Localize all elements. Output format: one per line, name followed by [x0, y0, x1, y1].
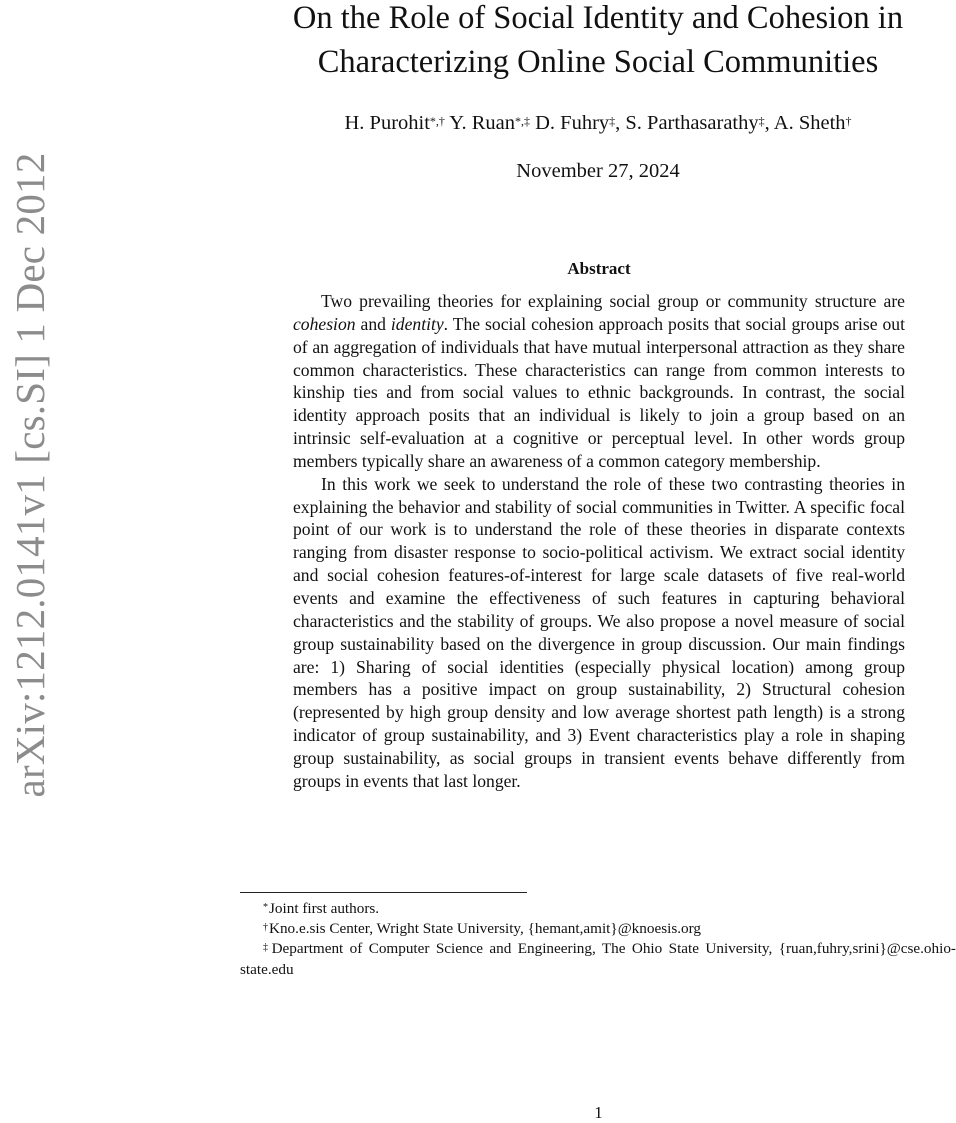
author-affiliation-mark: *,†: [429, 114, 445, 128]
page-number: 1: [594, 1103, 603, 1122]
author-affiliation-mark: *,‡: [514, 114, 530, 128]
footnote: [240, 899, 956, 919]
title-line-1: On the Role of Social Identity and Cohesion in: [292, 0, 904, 36]
author-affiliation-mark: †: [845, 114, 852, 128]
author-name: A. Sheth: [773, 112, 846, 134]
footnote-mark: ‡: [263, 942, 271, 954]
abstract-text: Two prevailing theories for explaining social group or community structure are: [321, 291, 905, 311]
footnote-mark: †: [263, 922, 268, 934]
paper-date: November 27, 2024: [516, 160, 680, 182]
arxiv-identifier: arXiv:1212.0141v1 [cs.SI] 1 Dec 2012: [7, 152, 53, 798]
footnote-text: Department of Computer Science and Engineering, The Ohio State University, {ruan,fuhry,srini}@cse.ohio-state.edu: [240, 940, 956, 978]
author-affiliation-mark: ‡: [609, 114, 616, 128]
footnote-mark: *: [263, 902, 268, 913]
author-name: S. Parthasarathy: [625, 112, 759, 134]
abstract-paragraph-2: In this work we seek to understand the role of these two contrasting theories in explaining the behavior and stability of social communities in Twitter. A specific focal point of our work is to understand the role of these theories in disparate contexts ranging from disaster response to socio-political activism. We extract social identity and social cohesion features-of-interest for large scale datasets of five real-world events and examine the effectiveness of such features in capturing behavioral characteristics and the stability of groups. We also propose a novel measure of social group sustainability based on the divergence in group discussion. Our main findings are: 1) Sharing of social identities (especially physical location) among group members has a positive impact on group sustainability, 2) Structural cohesion (represented by high group density and low average shortest path length) is a strong indicator of group sustainability, and 3) Event characteristics play a role in shaping group sustainability, as social groups in transient events behave differently from groups in events that last longer.: [293, 473, 905, 791]
abstract-body: [293, 290, 905, 793]
abstract-emphasis: identity: [390, 313, 444, 334]
footnote: [240, 919, 956, 939]
footnote: [240, 939, 956, 979]
abstract-paragraph-1: [293, 290, 905, 473]
author-list: H. Purohit*,† Y. Ruan*,‡ D. Fuhry‡, S. Parthasarathy‡, A. Sheth†: [344, 112, 852, 134]
abstract-heading: Abstract: [567, 259, 631, 278]
title-line-2: Characterizing Online Social Communities: [317, 44, 879, 80]
author-affiliation-mark: ‡: [758, 114, 765, 128]
footnote-rule: [240, 892, 527, 893]
abstract-text: and: [355, 313, 391, 334]
author-name: H. Purohit: [344, 112, 430, 134]
footnote-text: Joint first authors.: [269, 900, 380, 917]
author-name: Y. Ruan: [449, 112, 515, 134]
abstract-emphasis: cohesion: [293, 313, 356, 334]
footnotes: [240, 899, 956, 980]
author-name: D. Fuhry: [535, 112, 610, 134]
abstract-text: . The social cohesion approach posits that social groups arise out of an aggregation of individuals that have mutual interpersonal attraction as they share common characteristics. These characteristics can range from common interests to kinship ties and from social values to ethnic backgrounds. In contrast, the social identity approach posits that an individual is likely to join a group based on an intrinsic self-evaluation at a cognitive or perceptual level. In other words group members typically share an awareness of a common category membership.: [293, 313, 905, 471]
paper-title: [238, 0, 956, 84]
footnote-text: Kno.e.sis Center, Wright State University, {hemant,amit}@knoesis.org: [269, 920, 702, 938]
